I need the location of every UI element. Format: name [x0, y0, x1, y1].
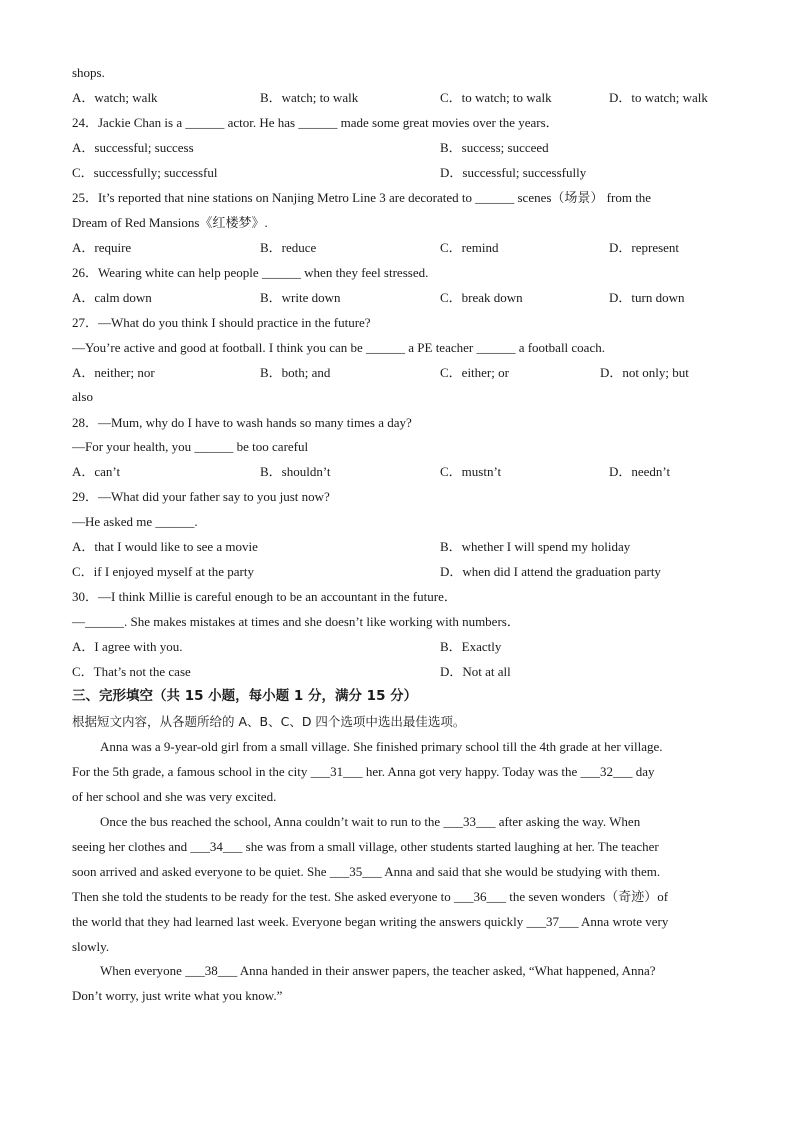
q29-option-c: C．if I enjoyed myself at the party: [72, 564, 254, 579]
passage-line: [72, 839, 659, 855]
passage-text: Once the bus reached the school, Anna couldn’t wait to run to the: [100, 814, 444, 829]
q30-option-a: A．I agree with you.: [72, 639, 183, 654]
blank-31: ___31___: [310, 764, 363, 779]
question-28: 28．—Mum, why do I have to wash hands so many times a day?: [72, 415, 412, 430]
passage-line: [72, 764, 655, 780]
question-27-cont: —You’re active and good at football. I think you can be ______ a PE teacher ______ a football coach.: [72, 340, 605, 355]
q23-option-d: D．to watch; walk: [609, 90, 708, 105]
passage-text: Then she told the students to be ready for the test. She asked everyone to: [72, 889, 454, 904]
q25-option-b: B．reduce: [260, 240, 317, 255]
q29-option-d: D．when did I attend the graduation party: [440, 564, 661, 579]
question-27: 27．—What do you think I should practice in the future?: [72, 315, 371, 330]
section-instructions: 根据短文内容，从各题所给的 A、B、C、D 四个选项中选出最佳选项。: [72, 714, 466, 729]
section-heading: 三、完形填空（共 15 小题，每小题 1 分，满分 15 分）: [72, 688, 418, 704]
blank-36: ___36___: [453, 889, 506, 904]
q26-option-d: D．turn down: [609, 290, 685, 305]
q26-option-a: A．calm down: [72, 290, 152, 305]
passage-line: slowly.: [72, 939, 110, 954]
q23-option-a: A．watch; walk: [72, 90, 158, 105]
q30-option-d: D．Not at all: [440, 664, 511, 679]
question-26: 26．Wearing white can help people ______ when they feel stressed.: [72, 265, 429, 280]
q29-option-a: A．that I would like to see a movie: [72, 539, 258, 554]
blank-33: ___33___: [443, 814, 496, 829]
passage-line: [100, 814, 640, 830]
question-30-cont: —______. She makes mistakes at times and she doesn’t like working with numbers．: [72, 614, 520, 629]
passage-text: after asking the way. When: [495, 814, 641, 829]
blank-34: ___34___: [190, 839, 243, 854]
passage-line: [72, 889, 668, 905]
passage-text: When everyone: [100, 963, 186, 978]
passage-text: seeing her clothes and: [72, 839, 191, 854]
q24-option-a: A．successful; success: [72, 140, 194, 155]
text-line: shops.: [72, 65, 105, 80]
passage-line: [72, 914, 668, 930]
q27-option-b: B．both; and: [260, 365, 331, 380]
q25-option-a: A．require: [72, 240, 132, 255]
passage-text: Anna wrote very: [578, 914, 669, 929]
q30-option-b: B．Exactly: [440, 639, 502, 654]
q28-option-d: D．needn’t: [609, 464, 671, 479]
q28-option-b: B．shouldn’t: [260, 464, 331, 479]
q27-option-d: D．not only; but: [600, 365, 689, 380]
q26-option-b: B．write down: [260, 290, 341, 305]
q25-option-d: D．represent: [609, 240, 680, 255]
q27-option-d-cont: also: [72, 389, 93, 404]
passage-text: she was from a small village, other students started laughing at her. The teacher: [242, 839, 659, 854]
q24-option-d: D．successful; successfully: [440, 165, 587, 180]
passage-text: the seven wonders（奇迹）of: [505, 889, 669, 904]
q23-option-b: B．watch; to walk: [260, 90, 359, 105]
passage-text: Anna handed in their answer papers, the teacher asked, “What happened, Anna?: [237, 963, 656, 978]
q23-option-c: C．to watch; to walk: [440, 90, 552, 105]
q30-option-c: C．That’s not the case: [72, 664, 191, 679]
passage-text: day: [632, 764, 655, 779]
q24-option-b: B．success; succeed: [440, 140, 549, 155]
q28-option-a: A．can’t: [72, 464, 121, 479]
passage-line: Anna was a 9-year-old girl from a small village. She finished primary school till the 4th grade at her village.: [100, 739, 663, 754]
blank-35: ___35___: [329, 864, 382, 879]
q24-option-c: C．successfully; successful: [72, 165, 218, 180]
q29-option-b: B．whether I will spend my holiday: [440, 539, 631, 554]
blank-38: ___38___: [185, 963, 238, 978]
passage-text: her. Anna got very happy. Today was the: [362, 764, 581, 779]
passage-line: of her school and she was very excited.: [72, 789, 277, 804]
q27-option-c: C．either; or: [440, 365, 509, 380]
passage-text: Anna and said that she would be studying with them.: [381, 864, 661, 879]
blank-37: ___37___: [526, 914, 579, 929]
q28-option-c: C．mustn’t: [440, 464, 502, 479]
passage-text: the world that they had learned last week. Everyone began writing the answers quickly: [72, 914, 527, 929]
question-29: 29．—What did your father say to you just now?: [72, 489, 330, 504]
passage-text: For the 5th grade, a famous school in the city: [72, 764, 311, 779]
question-30: 30．—I think Millie is careful enough to be an accountant in the future．: [72, 589, 457, 604]
blank-32: ___32___: [580, 764, 633, 779]
q25-option-c: C．remind: [440, 240, 499, 255]
question-25-cont: Dream of Red Mansions《红楼梦》.: [72, 215, 268, 230]
question-29-cont: —He asked me ______.: [72, 514, 198, 529]
passage-line: Don’t worry, just write what you know.”: [72, 988, 283, 1003]
passage-line: [72, 864, 660, 880]
q27-option-a: A．neither; nor: [72, 365, 155, 380]
passage-line: [100, 963, 656, 979]
q26-option-c: C．break down: [440, 290, 523, 305]
question-28-cont: —For your health, you ______ be too careful: [72, 439, 309, 454]
question-25: 25．It’s reported that nine stations on Nanjing Metro Line 3 are decorated to ______ scenes（场景） from the: [72, 190, 652, 205]
passage-text: soon arrived and asked everyone to be quiet. She: [72, 864, 330, 879]
question-24: 24．Jackie Chan is a ______ actor. He has ______ made some great movies over the years．: [72, 115, 559, 130]
